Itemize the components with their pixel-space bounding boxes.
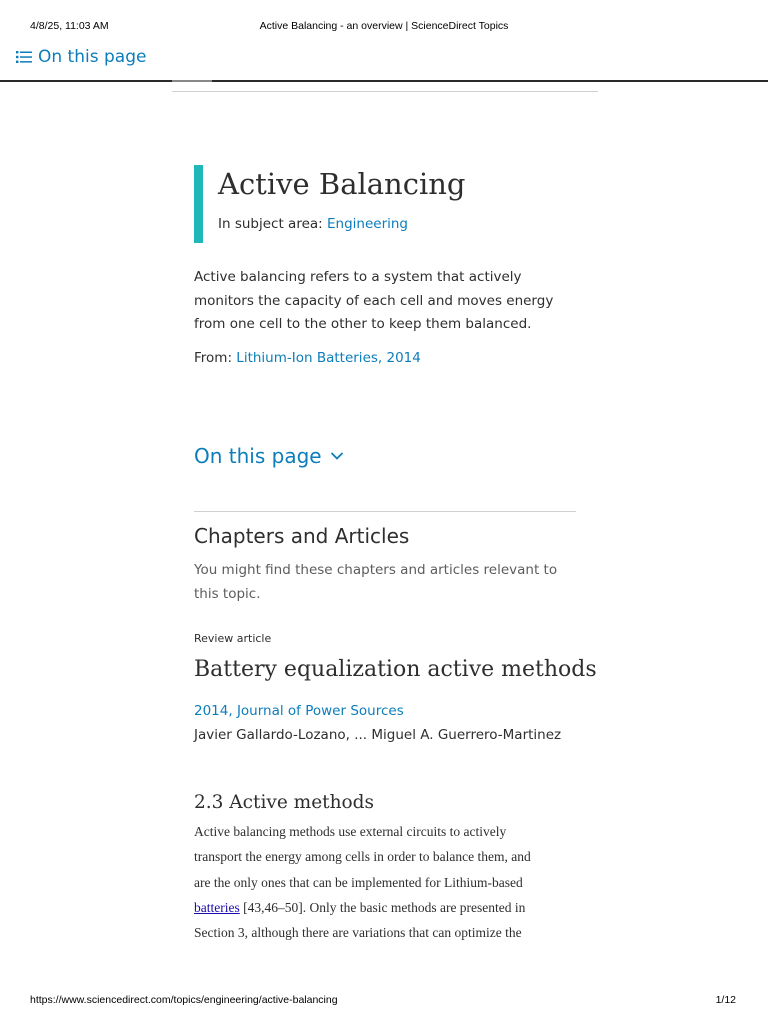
- subject-area-link[interactable]: Engineering: [327, 216, 408, 232]
- subject-area: [218, 216, 408, 232]
- article-authors: Javier Gallardo-Lozano, ... Miguel A. Guerrero-Martinez: [194, 727, 562, 743]
- article-title-link[interactable]: Battery equalization active methods: [194, 657, 597, 682]
- sticky-toc-bar: [0, 40, 768, 82]
- sticky-toc-button[interactable]: [16, 47, 146, 67]
- print-page-title: Active Balancing - an overview | ScienceDirect Topics: [259, 20, 509, 32]
- article-type: Review article: [194, 632, 272, 645]
- definition-source: [194, 350, 421, 366]
- title-accent-bar: [194, 165, 203, 243]
- topic-header: [194, 165, 594, 243]
- excerpt-body: [194, 819, 574, 945]
- sticky-toc-label: On this page: [38, 47, 147, 67]
- on-this-page-toggle[interactable]: [194, 444, 344, 468]
- topic-definition: Active balancing refers to a system that actively monitors the capacity of each cell and moves energy from one cell to the other to keep them balanced.: [194, 269, 554, 332]
- print-header: [0, 20, 768, 34]
- print-page-number: 1/12: [715, 994, 736, 1006]
- excerpt-line: are the only ones that can be implemented for Lithium-based: [194, 874, 523, 890]
- excerpt-line: [194, 895, 574, 920]
- chapters-subtitle: You might find these chapters and articles relevant to this topic.: [194, 562, 558, 602]
- print-footer: [0, 994, 768, 1008]
- page-title: Active Balancing: [218, 167, 466, 201]
- excerpt-line: Active balancing methods use external circuits to actively: [194, 824, 507, 839]
- excerpt-heading: 2.3 Active methods: [194, 792, 374, 813]
- divider: [194, 511, 576, 512]
- list-icon: [16, 50, 32, 64]
- excerpt-line: Section 3, although there are variations that can optimize the: [194, 925, 522, 941]
- cut-off-logo: [172, 78, 214, 83]
- definition-source-link[interactable]: Lithium-Ion Batteries, 2014: [236, 350, 421, 366]
- excerpt-line-rest: [43,46–50]. Only the basic methods are presented in: [239, 899, 526, 915]
- batteries-link[interactable]: batteries: [194, 899, 240, 915]
- chapters-heading: Chapters and Articles: [194, 524, 410, 548]
- article-source-link[interactable]: 2014, Journal of Power Sources: [194, 703, 404, 719]
- excerpt-line: transport the energy among cells in order to balance them, and: [194, 849, 531, 865]
- print-datetime: 4/8/25, 11:03 AM: [30, 20, 109, 32]
- on-this-page-label: On this page: [194, 444, 322, 468]
- print-url: https://www.sciencedirect.com/topics/engineering/active-balancing: [30, 994, 338, 1006]
- subject-area-prefix: In subject area:: [218, 216, 327, 232]
- chevron-down-icon: [330, 451, 344, 461]
- divider: [172, 91, 598, 92]
- definition-source-prefix: From:: [194, 350, 237, 366]
